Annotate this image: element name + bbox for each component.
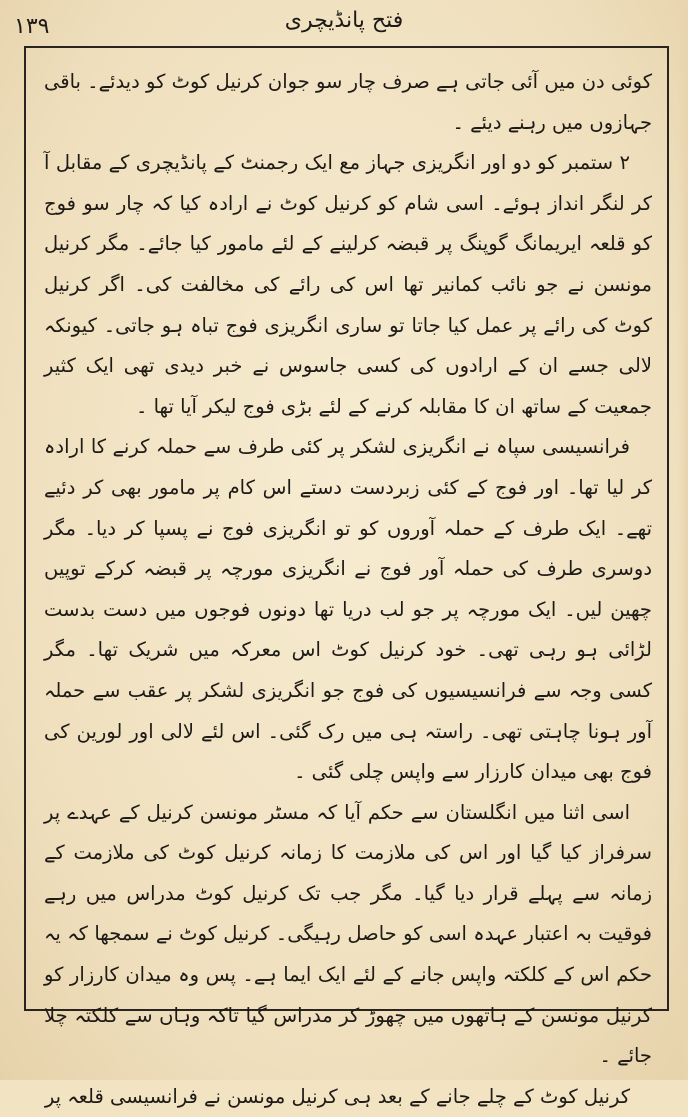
paragraph: ۲ ستمبر کو دو اور انگریزی جہاز مع ایک رجمنٹ کے پانڈیچری کے مقابل آ کر لنگر انداز ہوئے۔ اسی شام کو کرنیل کوٹ نے ارادہ کیا کہ چار سو فوج کو قلعہ ایریمانگ گوپنگ پر قبضہ کرلینے کے لئے مامور کیا جائے۔ مگر کرنیل مونسن نے جو نائب کمانیر تھا اس کی رائے کی مخالفت کی۔ اگر کرنیل کوٹ کی رائے پر عمل کیا جاتا تو ساری انگریزی فوج تباہ ہو جاتی۔ کیونکہ لالی جسے ان کے ارادوں کی کسی جاسوس نے خبر دیدی تھی ایک کثیر جمعیت کے ساتھ ان کا مقابلہ کرنے کے لئے بڑی فوج لیکر آیا تھا ۔ bbox=[44, 151, 652, 418]
paragraph: فرانسیسی سپاہ نے انگریزی لشکر پر کئی طرف سے حملہ کرنے کا ارادہ کر لیا تھا۔ اور فوج کے کئی زبردست دستے اس کام پر مامور بھی کر دئیے تھے۔ ایک طرف کے حملہ آوروں کو تو انگریزی فوج نے پسپا کر دیا۔ مگر دوسری طرف کی حملہ آور فوج نے انگریزی مورچہ پر قبضہ کرکے توپیں چھین لیں۔ ایک مورچہ پر جو لب دریا تھا دونوں فوجوں میں دست بدست لڑائی ہو رہی تھی۔ خود کرنیل کوٹ اس معرکہ میں شریک تھا۔ مگر کسی وجہ سے فرانسیسیوں کی فوج جو انگریزی لشکر پر عقب سے حملہ آور ہونا چاہتی تھی۔ راستہ ہی میں رک گئی۔ اس لئے لالی اور لورین کی فوج بھی میدان کارزار سے واپس چلی گئی ۔ bbox=[44, 435, 652, 784]
paragraph: کوئی دن میں آئی جاتی ہے صرف چار سو جوان کرنیل کوٹ کو دیدئے۔ باقی جہازوں میں رہنے دیئے ۔ bbox=[44, 70, 652, 134]
paragraph: کرنیل کوٹ کے چلے جانے کے بعد ہی کرنیل مونسن نے فرانسیسی قلعہ پر bbox=[44, 1084, 630, 1108]
body-text bbox=[44, 62, 652, 1117]
page-number: ۱۳۹ bbox=[14, 14, 50, 39]
running-header: فتح پانڈیچری bbox=[284, 8, 404, 33]
paragraph: اسی اثنا میں انگلستان سے حکم آیا کہ مسٹر مونسن کرنیل کے عہدے پر سرفراز کیا گیا اور اس کی ملازمت کا زمانہ کرنیل کوٹ کی ملازمت کے زمانہ سے پہلے قرار دیا گیا۔ مگر جب تک کرنیل کوٹ مدراس میں رہے فوقیت بہ اعتبار عہدہ اسی کو حاصل رہیگی۔ کرنیل کوٹ نے سمجھا کہ یہ حکم اس کے کلکتہ واپس جانے کے لئے ایک ایما ہے۔ پس وہ میدان کارزار کو کرنیل مونسن کے ہاتھوں میں چھوڑ کر مدراس گیا تاکہ وہاں سے کلکتہ چلا جائے ۔ bbox=[44, 800, 652, 1068]
page-edge-shadow bbox=[678, 0, 688, 1080]
